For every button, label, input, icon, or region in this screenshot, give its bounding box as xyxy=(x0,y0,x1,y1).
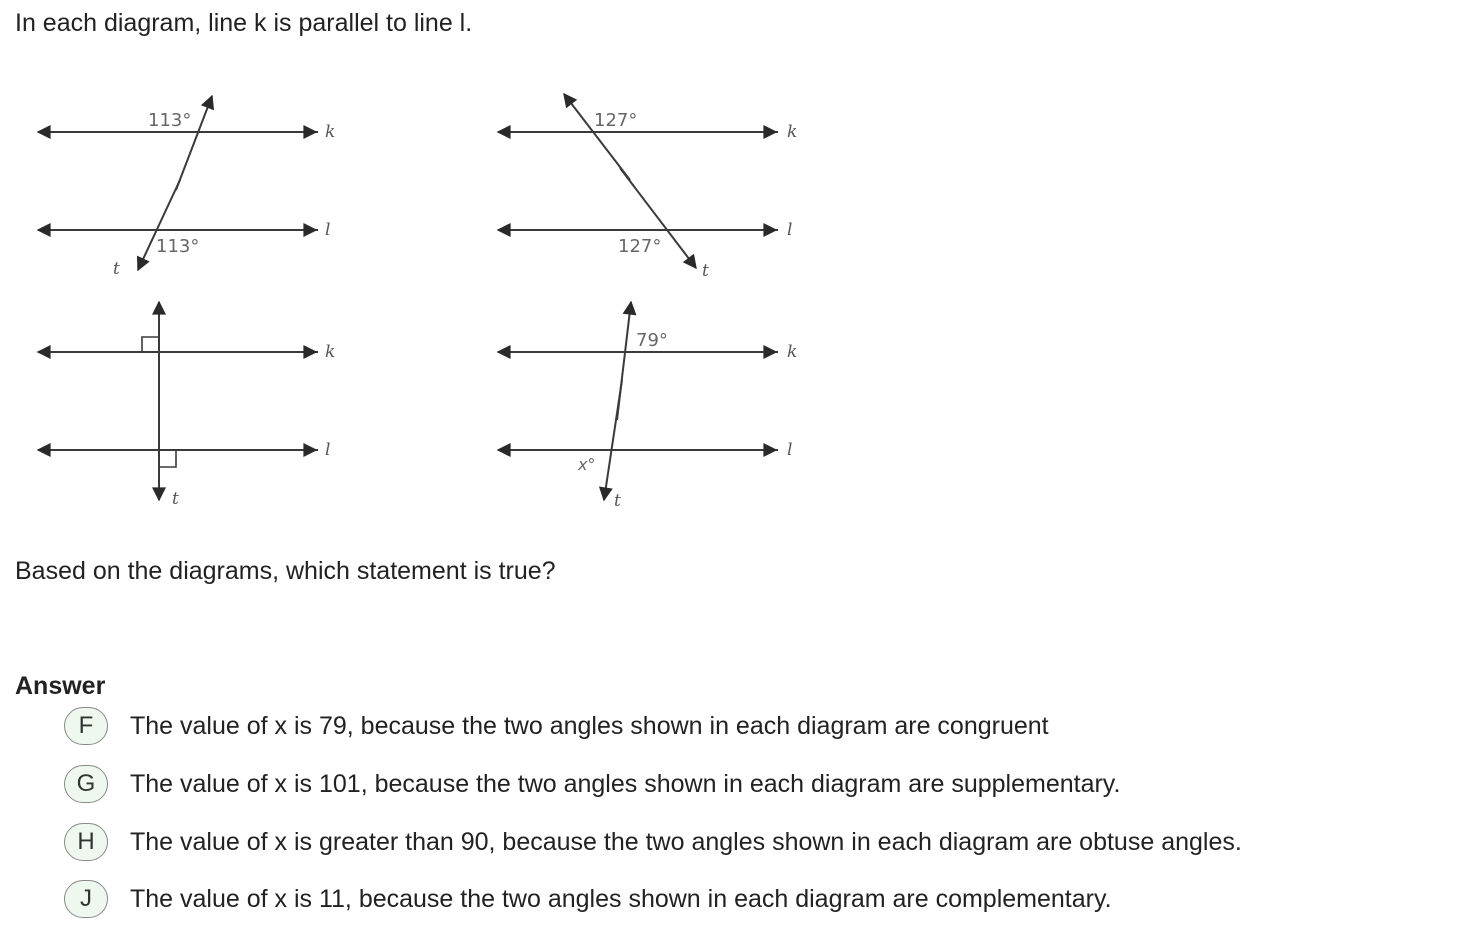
diagram-2-transversal xyxy=(564,94,630,180)
diagram-3 xyxy=(38,302,318,500)
diagram-4-angle-top: 79° xyxy=(636,330,668,351)
diagram-1-label-k: k xyxy=(325,122,336,142)
option-h-text[interactable]: The value of x is greater than 90, because the two angles shown in each diagram are obtuse angles. xyxy=(130,827,1242,856)
diagram-3-right-angle-top xyxy=(142,337,159,352)
option-j-text[interactable]: The value of x is 11, because the two angles shown in each diagram are complementary. xyxy=(130,884,1112,913)
option-g-text[interactable]: The value of x is 101, because the two angles shown in each diagram are supplementary. xyxy=(130,769,1121,798)
option-f-text[interactable]: The value of x is 79, because the two angles shown in each diagram are congruent xyxy=(130,711,1049,740)
option-h[interactable] xyxy=(64,821,1242,863)
diagram-4-label-t: t xyxy=(614,491,621,511)
option-j-badge[interactable]: J xyxy=(64,880,108,918)
diagram-4-transversal-tail xyxy=(604,380,622,500)
diagram-2-label-k: k xyxy=(787,122,798,142)
answer-heading: Answer xyxy=(15,672,106,700)
diagram-2-label-l: l xyxy=(787,220,793,240)
parallel-lines-figure xyxy=(0,60,900,520)
option-g[interactable] xyxy=(64,763,1120,805)
diagram-1-angle-top: 113° xyxy=(148,110,192,131)
diagram-2-label-t: t xyxy=(702,261,709,281)
intro-text: In each diagram, line k is parallel to line l. xyxy=(15,9,473,37)
diagram-2-angle-bottom: 127° xyxy=(618,236,662,257)
diagram-2-angle-top: 127° xyxy=(594,110,638,131)
diagram-4-label-l: l xyxy=(787,440,793,460)
diagram-4-label-k: k xyxy=(787,342,798,362)
diagram-3-right-angle-bottom xyxy=(159,450,176,467)
diagram-1-angle-bottom: 113° xyxy=(156,236,200,257)
option-f[interactable] xyxy=(64,705,1049,747)
option-h-badge[interactable]: H xyxy=(64,823,108,861)
diagram-3-label-l: l xyxy=(325,440,331,460)
diagram-3-label-t: t xyxy=(172,489,179,509)
option-g-badge[interactable]: G xyxy=(64,765,108,803)
option-j[interactable] xyxy=(64,878,1112,920)
diagram-1-label-t: t xyxy=(113,259,120,279)
diagram-3-label-k: k xyxy=(325,342,336,362)
diagram-4-angle-bottom: x° xyxy=(578,455,596,474)
option-f-badge[interactable]: F xyxy=(64,707,108,745)
diagram-1-label-l: l xyxy=(325,220,331,240)
question-text: Based on the diagrams, which statement is true? xyxy=(15,557,556,585)
